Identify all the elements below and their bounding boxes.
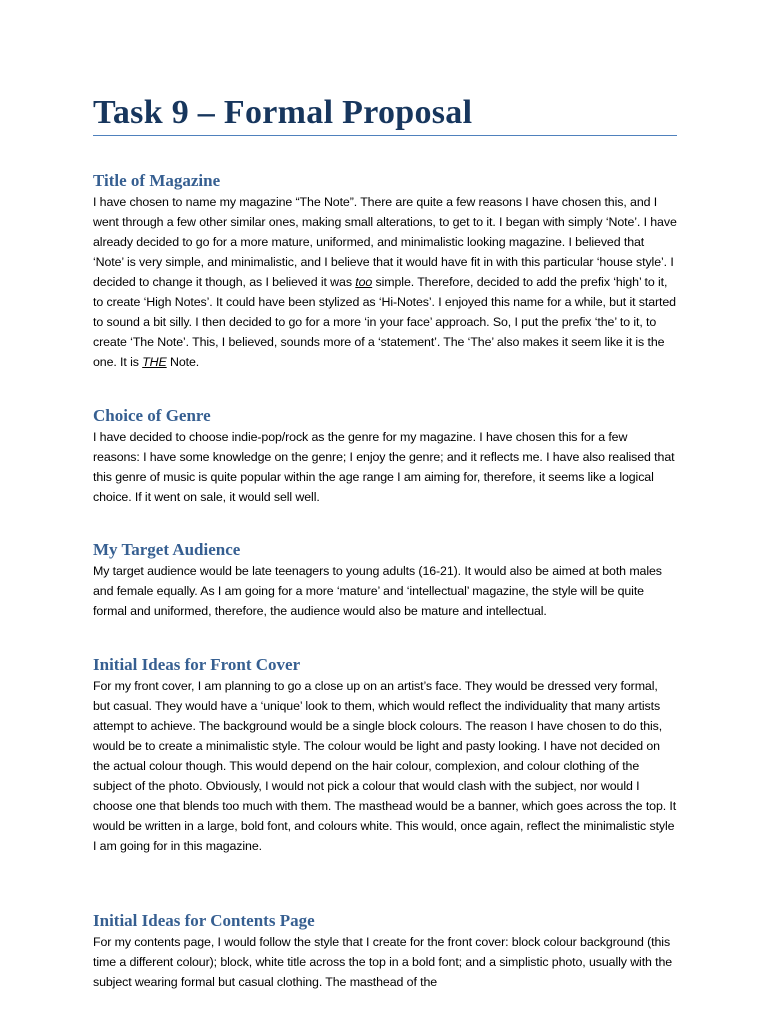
body-text-run: I have chosen to name my magazine “The Note”. There are quite a few reasons I have chosen this, and I went through a few other similar ones, making small alterations, to get to it. I began with simply ‘Note’. I have already decided to go for a more mature, uniformed, and minimalistic looking magazine. I believed that ‘Note’ is very simple, and minimalistic, and I believe that it would have fit in with this particular ‘house style’. I decided to change it though, as I believed it was: [93, 195, 677, 289]
section-heading-contents-page: Initial Ideas for Contents Page: [93, 911, 315, 930]
emphasis-the: THE: [142, 355, 167, 369]
title-underline: [93, 135, 677, 136]
section-title-of-magazine: [93, 170, 677, 372]
section-body-contents-page: For my contents page, I would follow the style that I create for the front cover: block colour background (this time a different colour); block, white title across the top in a bold font; and a simplistic photo, usually with the subject wearing formal but casual clothing. The masthead of the: [93, 935, 673, 989]
section-heading-title-of-magazine: Title of Magazine: [93, 171, 221, 190]
section-heading-front-cover: Initial Ideas for Front Cover: [93, 655, 301, 674]
section-target-audience: [93, 539, 677, 621]
body-text-run: Note.: [166, 355, 200, 369]
section-body-target-audience: My target audience would be late teenagers to young adults (16-21). It would also be aimed at both males and female equally. As I am going for a more ‘mature’ and ‘intellectual’ magazine, the style will be quite formal and uniformed, therefore, the audience would also be mature and intellectual.: [93, 564, 662, 618]
section-choice-of-genre: [93, 405, 677, 507]
section-heading-target-audience: My Target Audience: [93, 540, 241, 559]
document-title: Task 9 – Formal Proposal: [93, 94, 473, 131]
section-contents-page: [93, 910, 677, 992]
section-body-front-cover: For my front cover, I am planning to go a close up on an artist’s face. They would be dressed very formal, but casual. They would have a ‘unique’ look to them, which would reflect the individuality that many artists attempt to achieve. The background would be a single block colours. The reason I have chosen to do this, would be to create a minimalistic style. The colour would be light and pasty looking. I have not decided on the actual colour though. This would depend on the hair colour, complexion, and colour clothing of the subject of the photo. Obviously, I would not pick a colour that would clash with the subject, nor would I choose one that blends too much with them. The masthead would be a banner, which goes across the top. It would be written in a large, bold font, and colours white. This would, once again, reflect the minimalistic style I am going for in this magazine.: [93, 679, 677, 853]
section-body-choice-of-genre: I have decided to choose indie-pop/rock as the genre for my magazine. I have chosen this for a few reasons: I have some knowledge on the genre; I enjoy the genre; and it reflects me. I have also realised that this genre of music is quite popular within the age range I am aiming for, therefore, it seems like a logical choice. If it went on sale, it would sell well.: [93, 430, 675, 504]
section-body-title-of-magazine: [93, 192, 677, 372]
section-front-cover: [93, 654, 677, 856]
body-text-run: simple. Therefore, decided to add the prefix ‘high’ to it, to create ‘High Notes’. It could have been stylized as ‘Hi-Notes’. I enjoyed this name for a while, but it started to sound a bit silly. I then decided to go for a more ‘in your face’ approach. So, I put the prefix ‘the’ to it, to create ‘The Note’. This, I believed, sounds more of a ‘statement’. The ‘The’ also makes it seem like it is the one. It is: [93, 275, 676, 369]
section-heading-choice-of-genre: Choice of Genre: [93, 406, 211, 425]
emphasis-too: too: [355, 275, 373, 289]
